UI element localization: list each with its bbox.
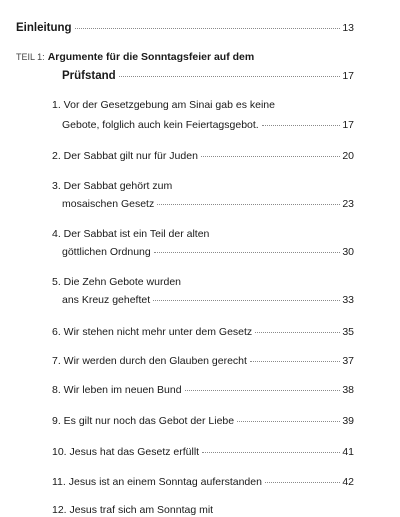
leader-dots [255, 332, 340, 333]
toc-item-3-line1[interactable]: 3. Der Sabbat gehört zum [52, 180, 173, 192]
toc-item-label: göttlichen Ordnung [62, 246, 151, 258]
toc-item-label: ans Kreuz geheftet [62, 294, 151, 306]
toc-item-4-line1[interactable]: 4. Der Sabbat ist ein Teil der alten [52, 228, 210, 240]
leader-dots [262, 125, 341, 126]
toc-item-6[interactable] [52, 326, 354, 339]
leader-dots [157, 204, 340, 205]
toc-item-10[interactable] [52, 446, 354, 459]
toc-item-label: 11. Jesus ist an einem Sonntag auferstanden [52, 476, 262, 488]
toc-item-2[interactable] [52, 150, 354, 163]
toc-item-5[interactable] [62, 294, 354, 307]
toc-item-11[interactable] [52, 476, 354, 489]
toc-entry-label: Einleitung [16, 22, 72, 34]
toc-item-8[interactable] [52, 384, 354, 397]
toc-page-number: 23 [342, 198, 354, 210]
leader-dots [185, 390, 341, 391]
leader-dots [265, 482, 340, 483]
toc-page-number: 39 [342, 415, 354, 427]
leader-dots [154, 252, 341, 253]
toc-item-4[interactable] [62, 246, 354, 259]
leader-dots [201, 156, 340, 157]
leader-dots [75, 28, 341, 29]
toc-entry-intro[interactable] [16, 22, 354, 35]
toc-page-number: 37 [342, 355, 354, 367]
toc-item-label: Gebote, folglich auch kein Feiertagsgebot. [62, 119, 259, 131]
toc-page-number: 17 [342, 119, 354, 131]
toc-item-12-line1[interactable]: 12. Jesus traf sich am Sonntag mit [52, 504, 214, 516]
toc-item-5-line1[interactable]: 5. Die Zehn Gebote wurden [52, 276, 181, 288]
toc-item-7[interactable] [52, 355, 354, 368]
toc-page-number: 20 [342, 150, 354, 162]
toc-page-number: 33 [342, 294, 354, 306]
toc-page-number: 17 [342, 70, 354, 82]
toc-page-number: 42 [342, 476, 354, 488]
toc-item-label: 2. Der Sabbat gilt nur für Juden [52, 150, 198, 162]
toc-item-label: 7. Wir werden durch den Glauben gerecht [52, 355, 247, 367]
toc-page-number: 41 [342, 446, 354, 458]
part-title: Argumente für die Sonntagsfeier auf dem [47, 51, 255, 63]
toc-item-1[interactable] [62, 119, 354, 132]
toc-item-3[interactable] [62, 198, 354, 211]
toc-item-label: 8. Wir leben im neuen Bund [52, 384, 182, 396]
leader-dots [237, 421, 340, 422]
toc-page-number: 38 [342, 384, 354, 396]
toc-page-number: 35 [342, 326, 354, 338]
part-heading-line1[interactable] [16, 51, 254, 64]
toc-item-1-line1[interactable]: 1. Vor der Gesetzgebung am Sinai gab es keine [52, 99, 275, 111]
leader-dots [250, 361, 340, 362]
toc-item-9[interactable] [52, 415, 354, 428]
toc-item-label: mosaischen Gesetz [62, 198, 155, 210]
toc-page-number: 13 [342, 22, 354, 34]
toc-item-label: 9. Es gilt nur noch das Gebot der Liebe [52, 415, 235, 427]
toc-item-label: 6. Wir stehen nicht mehr unter dem Gesetz [52, 326, 253, 338]
leader-dots [119, 76, 341, 77]
leader-dots [202, 452, 340, 453]
toc-item-label: 10. Jesus hat das Gesetz erfüllt [52, 446, 200, 458]
leader-dots [153, 300, 340, 301]
part-prefix: TEIL 1: [16, 52, 45, 62]
part-title-cont: Prüfstand [62, 70, 116, 82]
toc-page-number: 30 [342, 246, 354, 258]
part-heading-line2[interactable] [62, 70, 354, 83]
